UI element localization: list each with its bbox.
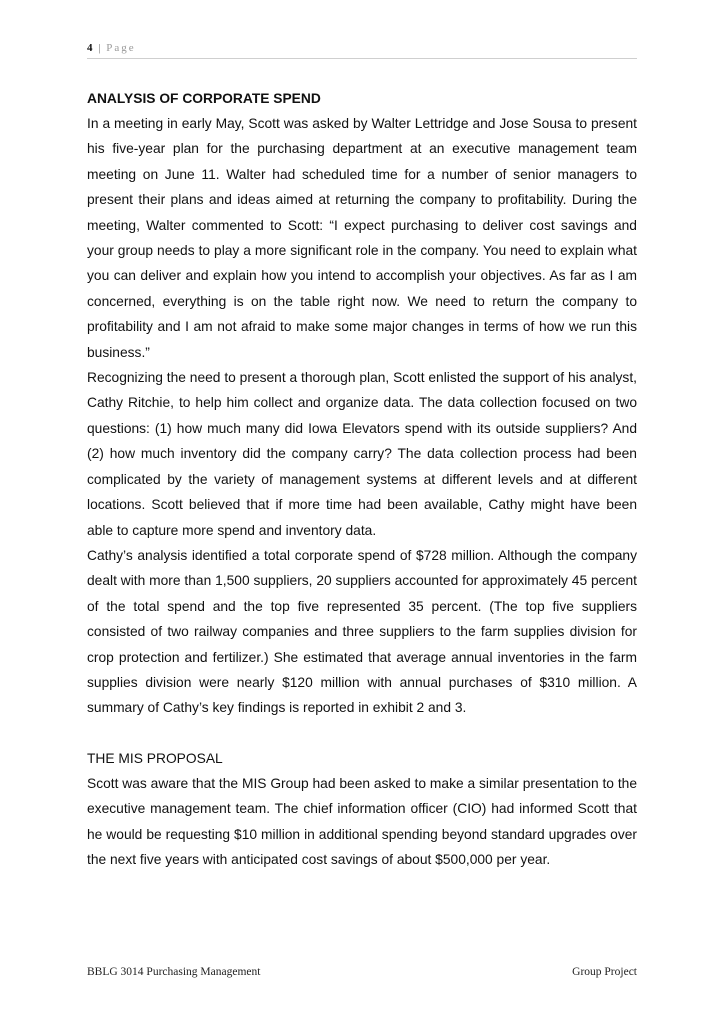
page-label: Page (106, 42, 136, 54)
section-heading-mis-proposal: THE MIS PROPOSAL (87, 750, 223, 766)
section-heading-corporate-spend: ANALYSIS OF CORPORATE SPEND (87, 91, 321, 106)
section-spacer (87, 721, 637, 746)
paragraph-analysis-findings: Cathy’s analysis identified a total corporate spend of $728 million. Although the company dealt with more than 1,500 suppliers, 20 suppliers accounted for approximately 45 percent of the total spend and the top five represented 35 percent. (The top five suppliers consisted of two railway companies and three suppliers to the farm supplies division for crop protection and fertilizer.) She estimated that average annual inventories in the farm supplies division were nearly $120 million with annual purchases of $310 million. A summary of Cathy’s key findings is reported in exhibit 2 and 3. (87, 547, 637, 716)
document-body (87, 86, 637, 872)
footer-project: Group Project (572, 966, 637, 978)
paragraph-mis-proposal: Scott was aware that the MIS Group had been asked to make a similar presentation to the executive management team. The chief information officer (CIO) had informed Scott that he would be requesting $10 million in additional spending beyond standard upgrades over the next five years with anticipated cost savings of about $500,000 per year. (87, 775, 637, 867)
page-header (87, 42, 637, 59)
footer-course: BBLG 3014 Purchasing Management (87, 966, 261, 978)
header-separator: | (98, 42, 101, 54)
paragraph-data-collection: Recognizing the need to present a thorough plan, Scott enlisted the support of his analyst, Cathy Ritchie, to help him collect and organize data. The data collection focused on two questions: (1) how much many did Iowa Elevators spend with its outside suppliers? And (2) how much inventory did the company carry? The data collection process had been complicated by the variety of management systems at different levels and at different locations. Scott believed that if more time had been available, Cathy might have been able to capture more spend and inventory data. (87, 370, 637, 538)
page-number: 4 (87, 42, 93, 54)
paragraph-meeting: In a meeting in early May, Scott was asked by Walter Lettridge and Jose Sousa to present his five-year plan for the purchasing department at an executive management team meeting on June 11. Walter had scheduled time for a number of senior managers to present their plans and ideas aimed at returning the company to profitability. During the meeting, Walter commented to Scott: “I expect purchasing to deliver cost savings and your group needs to play a more significant role in the company. You need to explain what you can deliver and explain how you intend to accomplish your objectives. As far as I am concerned, everything is on the table right now. We need to return the company to profitability and I am not afraid to make some major changes in terms of how we run this business.” (87, 116, 637, 360)
